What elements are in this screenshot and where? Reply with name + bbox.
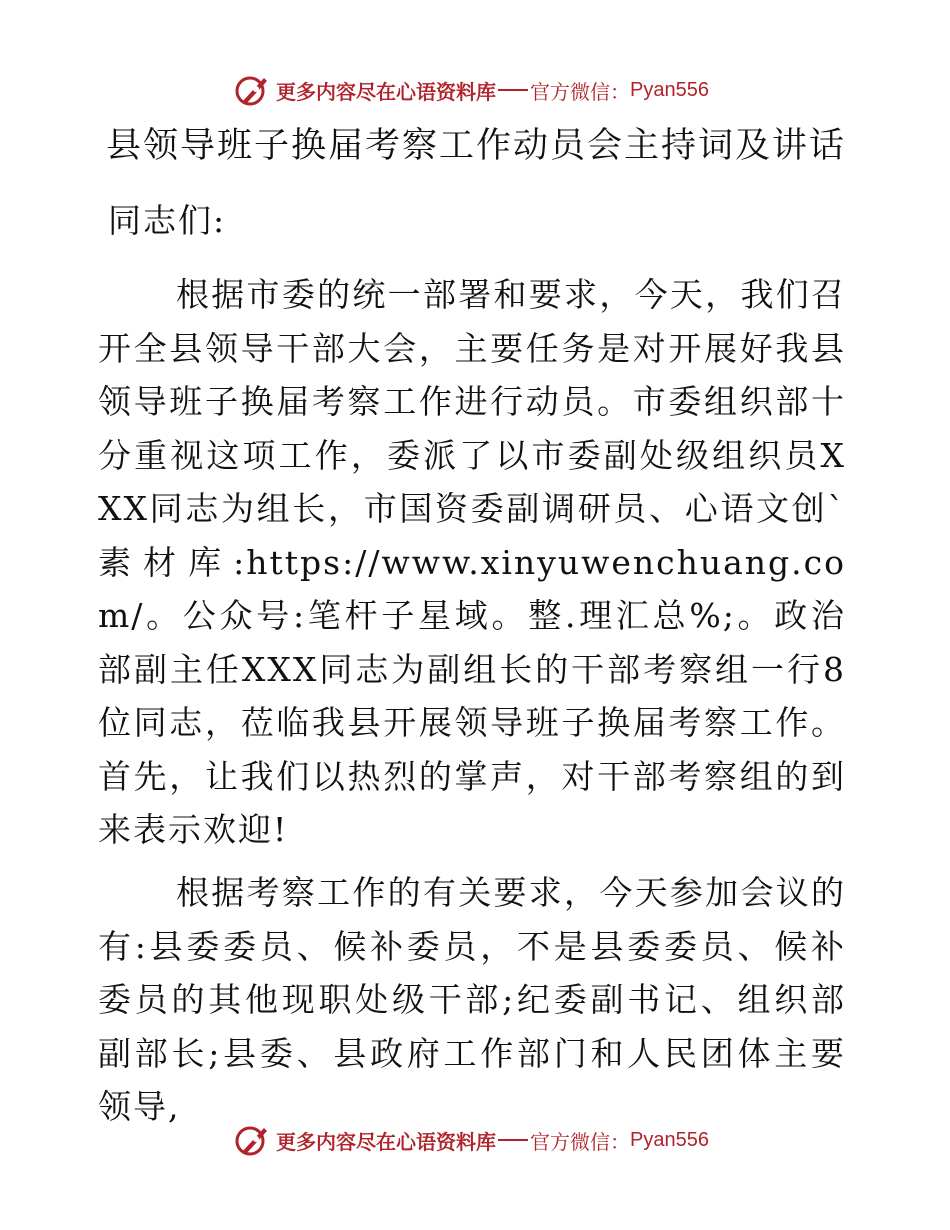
banner-wechat-id: Pyan556 bbox=[630, 78, 709, 101]
banner-wechat-id: Pyan556 bbox=[630, 1128, 709, 1151]
banner-slogan: 更多内容尽在心语资料库 bbox=[276, 1129, 496, 1154]
salutation: 同志们: bbox=[108, 201, 227, 240]
banner-wechat-label: 官方微信： bbox=[530, 79, 630, 104]
banner-slogan: 更多内容尽在心语资料库 bbox=[276, 79, 496, 104]
quill-pen-logo-icon bbox=[234, 1122, 270, 1158]
banner-divider bbox=[498, 89, 528, 91]
header-banner bbox=[234, 70, 709, 110]
quill-pen-logo-icon bbox=[234, 72, 270, 108]
footer-banner bbox=[234, 1120, 709, 1160]
body-paragraph-1: 根据市委的统一部署和要求，今天，我们召开全县领导干部大会，主要任务是对开展好我县领导班子换届考察工作进行动员。市委组织部十分重视这项工作，委派了以市委副处级组织员XXX同志为组长，市国资委副调研员、心语文创`素材库:https://www.xinyuwenchuang.com/。公众号:笔杆子星域。整.理汇总%;。政治部副主任XXX同志为副组长的干部考察组一行8位同志，莅临我县开展领导班子换届考察工作。首先，让我们以热烈的掌声，对干部考察组的到来表示欢迎! bbox=[98, 275, 846, 849]
banner-wechat-label: 官方微信： bbox=[530, 1129, 630, 1154]
banner-divider bbox=[498, 1139, 528, 1141]
document-title: 县领导班子换届考察工作动员会主持词及讲话 bbox=[106, 126, 847, 166]
body-paragraph-2: 根据考察工作的有关要求，今天参加会议的有:县委委员、候补委员，不是县委委员、候补委员的其他现职处级干部;纪委副书记、组织部副部长;县委、县政府工作部门和人民团体主要领导, bbox=[98, 873, 846, 1126]
